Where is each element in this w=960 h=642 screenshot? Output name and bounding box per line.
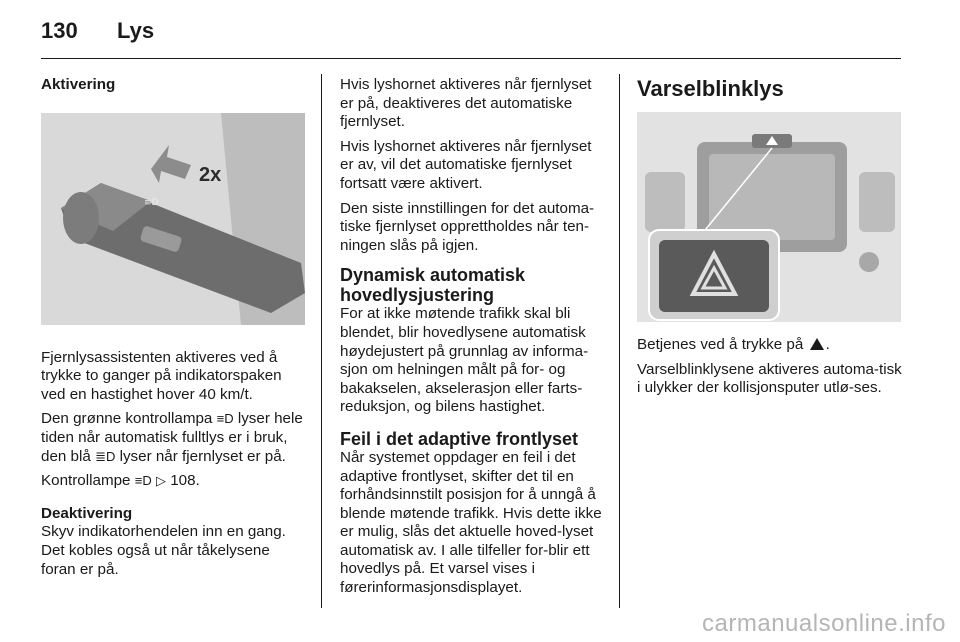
section-heading-varselblinklys: Varselblinklys [637, 76, 784, 101]
page-ref-icon[interactable]: ▷ [155, 473, 166, 489]
paragraph-1-part-b: . [825, 336, 830, 353]
section-heading-aktivering: Aktivering [41, 76, 116, 93]
paragraph-4: Skyv indikatorhendelen inn en gang. Det kobles også ut når tåkelysene foran er på. [41, 523, 286, 578]
paragraph-2: Varselblinklysene aktiveres automa-tisk i ulykker der kollisjonsputer utlø-ses. [637, 360, 902, 397]
auto-high-beam-icon: ≡D [134, 473, 152, 489]
paragraph-2-part-a: Den grønne kontrollampa [41, 410, 213, 428]
chapter-title: Lys [117, 18, 155, 43]
paragraph-2: Hvis lyshornet aktiveres når fjernlyset er av, vil det automatiske fjernlyset fortsatt være aktivert. [340, 137, 592, 192]
svg-text:≡D: ≡D [144, 197, 159, 208]
paragraph-3-part-a: Kontrollampe [41, 472, 131, 490]
column-3 [637, 76, 905, 404]
auto-high-beam-icon: ≡D [216, 411, 234, 427]
watermark: carmanualsonline.info [702, 610, 946, 637]
indicator-stalk-figure [41, 113, 305, 325]
paragraph-2 [41, 410, 305, 466]
column-1 [41, 76, 305, 585]
paragraph-2-part-b: lyser hele tiden når automatisk fulltlys er i bruk, den blå [41, 410, 303, 465]
hazard-button-figure [637, 112, 901, 322]
indicator-stalk-illustration [41, 113, 305, 325]
column-divider-2 [619, 74, 620, 608]
figure-label-2x: 2x [199, 163, 222, 186]
column-2 [340, 76, 605, 604]
page-number: 130 [41, 18, 78, 43]
paragraph-3-part-b: 108. [170, 472, 200, 490]
page-header [41, 18, 901, 58]
paragraph-2-part-c: lyser når fjernlyset er på. [119, 447, 286, 465]
header-rule [41, 58, 901, 59]
paragraph-1: Hvis lyshornet aktiveres når fjernlyset er på, deaktiveres det automatiske fjernlyset. [340, 76, 592, 131]
subheading-deaktivering: Deaktivering [41, 504, 133, 522]
paragraph-1 [637, 336, 905, 355]
hazard-warning-icon [810, 338, 824, 350]
paragraph-3: Den siste innstillingen for det automa-tiske fjernlyset opprettholdes når ten-ningen slås på igjen. [340, 199, 595, 254]
paragraph-1: Fjernlysassistenten aktiveres ved å trykke to ganger på indikatorspaken ved en hastighet hover 40 km/t. [41, 348, 282, 403]
paragraph-1-part-a: Betjenes ved å trykke på [637, 336, 804, 353]
section-heading-feil: Feil i det adaptive frontlyset [340, 428, 579, 449]
dashboard-illustration [637, 112, 901, 322]
paragraph-4: For at ikke møtende trafikk skal bli blendet, blir hovedlysene automatisk høydejustert på grunnlag av informa-sjon om helningen målt på for- og bakakselen, akselerasjon eller farts-reduksjon, og bilens hastighet. [340, 305, 589, 416]
high-beam-icon: ≣D [95, 448, 116, 464]
paragraph-3 [41, 472, 305, 491]
paragraph-5: Når systemet oppdager en feil i det adaptive frontlyset, skifter det til en forhåndsinnstilt posisjon for å unngå å blende møtende trafikk. Hvis dette ikke er mulig, slås det aktuelle hoved-lyset automatisk av. I alle tilfeller for-blir ett hovedlys på. Et varsel vises i førerinformasjonsdisplayet. [340, 448, 602, 597]
column-divider-1 [321, 74, 322, 608]
section-heading-dynamisk: Dynamisk automatisk hovedlysjustering [340, 265, 526, 306]
